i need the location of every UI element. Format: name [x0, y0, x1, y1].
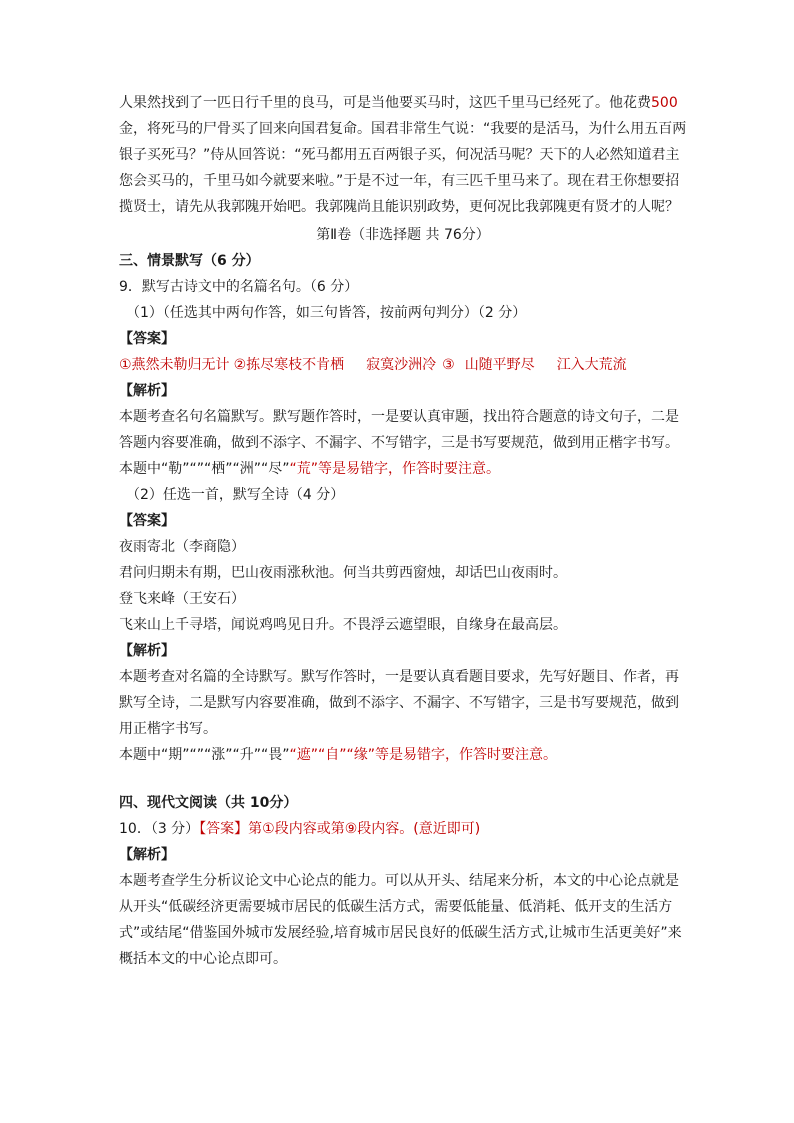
- answer-item-1: ①燕然未勒归无计: [119, 357, 230, 373]
- analysis-9-2-tail-a: 本题中“期”“”“涨”“升”“畏”: [119, 747, 290, 763]
- question-10-prefix: 10．（3 分）: [119, 821, 200, 837]
- translation-number: 500: [651, 95, 678, 111]
- question-10-answer: 【答案】第①段内容或第⑨段内容。(意近即可): [199, 821, 481, 837]
- section-gap: [119, 768, 687, 790]
- analysis-label-2: 【解析】: [119, 643, 175, 659]
- question-9-2: （2）任选一首，默写全诗（4 分）: [126, 487, 345, 503]
- analysis-9-2-tail-b: “遮”“自”“缘”等是易错字，作答时要注意。: [289, 747, 558, 763]
- translation-text-a: 人果然找到了一匹日行千里的良马，可是当他要买马时，这匹千里马已经死了。他花费: [119, 95, 651, 111]
- poem-2-title: 登飞来峰（王安石）: [119, 591, 245, 607]
- answer-label-2: 【答案】: [119, 513, 175, 529]
- answer-item-3: 寂寞沙洲冷: [366, 357, 437, 373]
- analysis-9-1-tail: [119, 456, 687, 482]
- analysis-9-2-tail: [119, 742, 687, 768]
- poem-1-title: 夜雨寄北（李商隐）: [119, 539, 245, 555]
- section4-heading: 四、现代文阅读（共 10分）: [119, 795, 298, 811]
- analysis-9-1-tail-b: “荒”等是易错字，作答时要注意。: [289, 461, 501, 477]
- analysis-9-1: 本题考查名句名篇默写。默写题作答时，一是要认真审题，找出符合题意的诗文句子，二是答题内容要准确，做到不添字、不漏字、不写错字，三是书写要规范，做到用正楷字书写。: [119, 409, 679, 451]
- answer-item-4: ③: [442, 357, 455, 373]
- question-9-1: （1）（任选其中两句作答，如三句皆答，按前两句判分）（2 分）: [126, 305, 527, 321]
- answer-item-6: 江入大荒流: [556, 357, 627, 373]
- question-9: 9．默写古诗文中的名篇名句。（6 分）: [119, 279, 359, 295]
- translation-text-b: 金，将死马的尸骨买了回来向国君复命。国君非常生气说：“我要的是活马，为什么用五百两银子买死马？”侍从回答说：“死马都用五百两银子买，何况活马呢？天下的人必然知道君主您会买马的，千里马如今就要来啦。”于是不过一年，有三匹千里马来了。现在君王你想要招揽贤士，请先从我郭隗开始吧。我郭隗尚且能识别政势，更何况比我郭隗更有贤才的人呢？: [119, 121, 687, 215]
- page-content: [119, 90, 687, 972]
- volume-title: 第Ⅱ卷（非选择题 共 76分）: [316, 227, 490, 243]
- analysis-label-3: 【解析】: [119, 847, 175, 863]
- answer-item-5: 山随平野尽: [464, 357, 535, 373]
- answer-item-2: ②拣尽寒枝不肯栖: [233, 357, 345, 373]
- poem-2-text: 飞来山上千寻塔，闻说鸡鸣见日升。不畏浮云遮望眼，自缘身在最高层。: [119, 617, 567, 633]
- analysis-9-1-tail-a: 本题中“勒”“”“栖”“洲”“尽”: [119, 461, 290, 477]
- section3-heading: 三、情景默写（6 分）: [119, 253, 260, 269]
- analysis-10: 本题考查学生分析议论文中心论点的能力。可以从开头、结尾来分析，本文的中心论点就是从开头“低碳经济更需要城市居民的低碳生活方式，需要低能量、低消耗、低开支的生活方式”或结尾“借鉴国外城市发展经验,培育城市居民良好的低碳生活方式,让城市生活更美好”来概括本文的中心论点即可。: [119, 873, 682, 967]
- previous-translation-paragraph: [119, 90, 687, 220]
- answers-9-1: [119, 352, 687, 378]
- answer-label-1: 【答案】: [119, 331, 175, 347]
- question-10: [119, 816, 687, 842]
- poem-1-text: 君问归期未有期，巴山夜雨涨秋池。何当共剪西窗烛，却话巴山夜雨时。: [119, 565, 567, 581]
- analysis-label-1: 【解析】: [119, 383, 175, 399]
- analysis-9-2: 本题考查对名篇的全诗默写。默写作答时，一是要认真看题目要求，先写好题目、作者，再默写全诗，二是默写内容要准确，做到不添字、不漏字、不写错字，三是书写要规范，做到用正楷字书写。: [119, 669, 679, 737]
